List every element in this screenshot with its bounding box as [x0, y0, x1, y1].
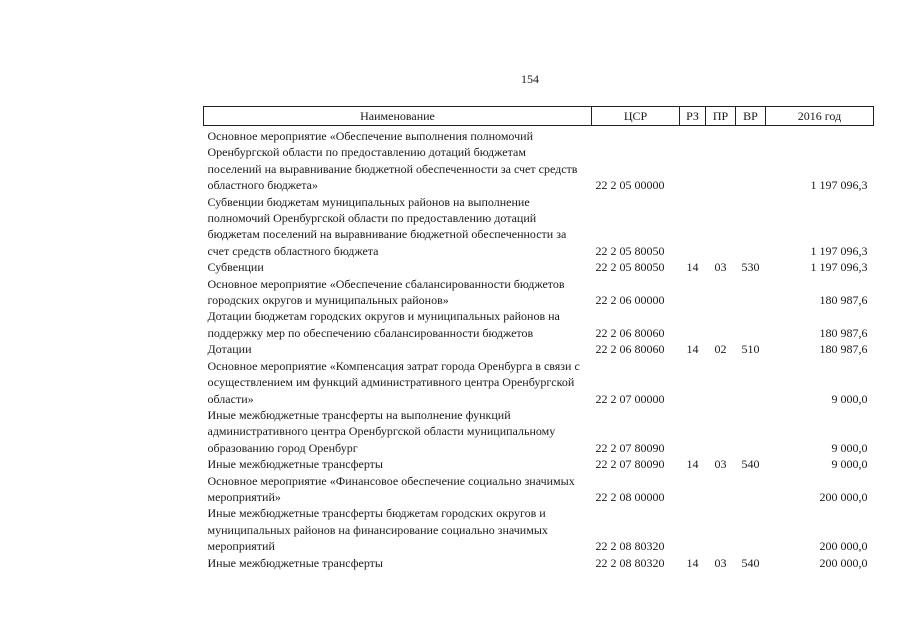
cell-csr: 22 2 06 00000 — [595, 293, 665, 308]
cell-pr — [706, 505, 736, 554]
cell-rz: 14 — [686, 342, 699, 357]
cell-vr — [736, 407, 766, 456]
cell-sum: 180 987,6 — [819, 293, 868, 308]
cell-name: Дотации — [207, 342, 252, 357]
cell-csr: 22 2 07 80090 — [595, 440, 665, 455]
table-row — [204, 407, 874, 456]
cell-pr — [706, 358, 736, 407]
cell-pr: 02 — [714, 342, 727, 357]
table-row — [204, 473, 874, 506]
cell-name: Субвенции бюджетам муниципальных районов на выполнение полномочий Оренбургской области по предоставлению дотаций бюджетам поселений на выравнивание бюджетной обеспеченности за счет средств областного бюджета — [207, 194, 567, 258]
cell-vr — [736, 194, 766, 260]
cell-sum: 200 000,0 — [819, 555, 868, 570]
cell-csr: 22 2 05 80050 — [595, 243, 665, 258]
header-rz: РЗ — [680, 107, 706, 126]
cell-pr — [706, 126, 736, 194]
cell-name: Иные межбюджетные трансферты на выполнение функций административного центра Оренбургской области муниципальному образованию город Оренбург — [207, 407, 556, 455]
cell-name: Основное мероприятие «Обеспечение сбалансированности бюджетов городских округов и муниципальных районов» — [207, 276, 565, 308]
table-row — [204, 308, 874, 341]
cell-sum: 1 197 096,3 — [810, 243, 868, 258]
cell-name: Иные межбюджетные трансферты бюджетам городских округов и муниципальных районов на финансирование социально значимых мероприятий — [207, 506, 548, 554]
cell-sum: 200 000,0 — [819, 489, 868, 504]
cell-vr: 510 — [741, 342, 760, 357]
table-row — [204, 358, 874, 407]
cell-rz — [680, 126, 706, 194]
cell-vr — [736, 473, 766, 506]
page-number: 154 — [521, 72, 539, 86]
cell-rz — [680, 194, 706, 260]
budget-table — [203, 106, 874, 571]
cell-rz: 14 — [686, 555, 699, 570]
header-name: Наименование — [204, 107, 592, 126]
table-header-row — [204, 107, 874, 126]
cell-csr: 22 2 06 80060 — [595, 342, 665, 357]
table-row — [204, 341, 874, 357]
table-row — [204, 276, 874, 309]
cell-name: Субвенции — [207, 260, 264, 275]
cell-rz: 14 — [686, 457, 699, 472]
cell-vr — [736, 505, 766, 554]
cell-csr: 22 2 05 80050 — [595, 260, 665, 275]
cell-rz: 14 — [686, 260, 699, 275]
cell-vr: 540 — [741, 457, 760, 472]
cell-vr — [736, 358, 766, 407]
cell-csr: 22 2 07 00000 — [595, 391, 665, 406]
cell-name: Иные межбюджетные трансферты — [207, 555, 383, 570]
cell-pr — [706, 276, 736, 309]
cell-csr: 22 2 08 00000 — [595, 489, 665, 504]
cell-csr: 22 2 07 80090 — [595, 457, 665, 472]
cell-csr: 22 2 05 00000 — [595, 178, 665, 193]
cell-name: Дотации бюджетам городских округов и муниципальных районов на поддержку мер по обеспечению сбалансированности бюджетов — [207, 309, 560, 340]
cell-rz — [680, 358, 706, 407]
cell-sum: 9 000,0 — [831, 457, 868, 472]
cell-sum: 1 197 096,3 — [810, 178, 868, 193]
cell-vr — [736, 276, 766, 309]
cell-rz — [680, 276, 706, 309]
cell-rz — [680, 308, 706, 341]
header-vr: ВР — [736, 107, 766, 126]
table-row — [204, 259, 874, 275]
table-row — [204, 194, 874, 260]
header-csr: ЦСР — [592, 107, 680, 126]
cell-name: Основное мероприятие «Финансовое обеспечение социально значимых мероприятий» — [207, 473, 575, 504]
cell-vr — [736, 126, 766, 194]
table-row — [204, 505, 874, 554]
header-pr: ПР — [706, 107, 736, 126]
cell-sum: 200 000,0 — [819, 539, 868, 554]
cell-pr — [706, 194, 736, 260]
table-row — [204, 126, 874, 194]
cell-pr: 03 — [714, 260, 727, 275]
cell-vr — [736, 308, 766, 341]
table-row — [204, 456, 874, 472]
cell-rz — [680, 505, 706, 554]
table-row — [204, 555, 874, 571]
cell-name: Основное мероприятие «Компенсация затрат города Оренбурга в связи с осуществлением им функций административного центра Оренбургской области» — [207, 358, 580, 406]
cell-name: Иные межбюджетные трансферты — [207, 457, 383, 472]
cell-vr: 540 — [741, 555, 760, 570]
cell-name: Основное мероприятие «Обеспечение выполнения полномочий Оренбургской области по предоставлению дотаций бюджетам поселений на выравнивание бюджетной обеспеченности за счет средств областного бюджета» — [207, 129, 578, 193]
cell-pr — [706, 308, 736, 341]
cell-vr: 530 — [741, 260, 760, 275]
header-sum: 2016 год — [766, 107, 874, 126]
cell-sum: 1 197 096,3 — [810, 260, 868, 275]
cell-csr: 22 2 08 80320 — [595, 539, 665, 554]
cell-pr — [706, 473, 736, 506]
cell-sum: 180 987,6 — [819, 325, 868, 340]
cell-rz — [680, 473, 706, 506]
cell-pr: 03 — [714, 555, 727, 570]
cell-csr: 22 2 08 80320 — [595, 555, 665, 570]
cell-pr — [706, 407, 736, 456]
cell-csr: 22 2 06 80060 — [595, 325, 665, 340]
cell-sum: 9 000,0 — [831, 391, 868, 406]
cell-pr: 03 — [714, 457, 727, 472]
cell-rz — [680, 407, 706, 456]
cell-sum: 9 000,0 — [831, 440, 868, 455]
cell-sum: 180 987,6 — [819, 342, 868, 357]
